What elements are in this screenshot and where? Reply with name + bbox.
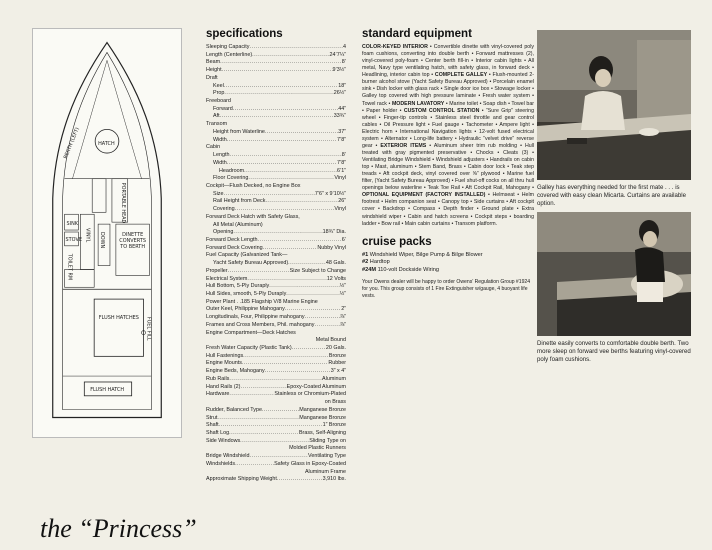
equipment-items: • Convertible dinette with vinyl-covered poly foam cushions, converting into double berth • Forward mattresses (2), vinyl-covered poly-foam • Center berth fill-in • Interior cabin lights • All metal, Navy type ventilating hatch, with safety glass, in forward deck • Headlining, interior cabin top •	[362, 44, 534, 79]
spec-value: ½”	[339, 283, 346, 290]
spec-label: Sleeping Capacity	[206, 44, 250, 50]
spec-leader-dots	[265, 368, 331, 376]
specifications-heading: specifications	[206, 28, 283, 40]
spec-value: Rubber	[328, 360, 346, 367]
label-sink: SINK	[66, 221, 79, 228]
spec-value: 7’8”	[337, 136, 346, 143]
spec-row	[206, 368, 346, 376]
label-dinette: DINETTE CONVERTS TO BERTH	[119, 232, 147, 250]
specifications-section	[206, 28, 346, 484]
spec-label: All Metal (Aluminum)	[213, 221, 263, 228]
spec-leader-dots	[240, 438, 309, 446]
label-portable-head: PORTABLE HEAD	[119, 182, 126, 224]
spec-label: Freeboard	[206, 98, 231, 105]
spec-value: 6’1”	[337, 167, 346, 174]
spec-label: Headroom	[219, 167, 245, 174]
spec-label: Fuel Capacity (Galvanized Tank—	[206, 252, 288, 259]
label-vinyl-left: VINYL	[84, 228, 91, 243]
spec-value: ½”	[339, 291, 346, 297]
cruise-pack-text: 110-volt Dockside Wiring	[377, 266, 440, 273]
spec-label: Prop	[213, 90, 225, 97]
spec-label: Yacht Safety Bureau Approved)	[213, 260, 289, 267]
spec-value: 18¾” Dia.	[322, 229, 346, 236]
spec-label: Rail Height from Deck	[213, 198, 266, 205]
spec-row	[206, 183, 346, 191]
spec-row	[206, 476, 346, 484]
spec-leader-dots	[229, 391, 274, 399]
cruise-pack-code: #2	[362, 259, 369, 266]
label-fuel-fill: FUEL FILL	[145, 316, 152, 341]
spec-label: Frames and Cross Members, Phil. mahogany	[206, 321, 315, 328]
spec-leader-dots	[286, 291, 339, 299]
spec-leader-dots	[262, 407, 299, 415]
spec-value: Vinyl	[334, 206, 346, 213]
spec-label: Windshields	[206, 460, 236, 467]
spec-value: 33¾”	[333, 113, 346, 120]
spec-label: Engine Mounts	[206, 360, 242, 367]
spec-row	[206, 391, 346, 399]
equipment-category: CUSTOM CONTROL STATION	[403, 107, 480, 114]
spec-leader-dots	[277, 476, 323, 484]
galley-photo-image	[537, 30, 691, 180]
spec-label: Length (Centerline)	[206, 51, 253, 58]
spec-label: Cockpit—Flush Decked, no Engine Box	[206, 182, 301, 189]
spec-label: Height from Waterline	[213, 128, 265, 135]
spec-row	[206, 384, 346, 392]
spec-label: Transom	[206, 121, 228, 128]
spec-row	[206, 299, 346, 307]
spec-leader-dots	[244, 168, 337, 176]
spec-leader-dots	[314, 322, 339, 330]
spec-row	[206, 276, 346, 284]
spec-leader-dots	[243, 353, 329, 361]
spec-row	[206, 222, 346, 230]
spec-value: 8’	[341, 152, 346, 159]
spec-leader-dots	[305, 314, 340, 322]
spec-row	[206, 144, 346, 152]
spec-label: Height	[206, 67, 222, 74]
spec-row	[206, 453, 346, 461]
spec-label: Hardware	[206, 391, 230, 398]
spec-value: ⅞”	[339, 314, 346, 321]
label-stove: STOVE	[65, 236, 82, 243]
spec-row	[206, 353, 346, 361]
spec-value: 4	[343, 44, 346, 50]
spec-row	[206, 168, 346, 176]
spec-leader-dots	[227, 160, 337, 168]
spec-leader-dots	[220, 59, 342, 67]
label-berths: BERTH (LEFT)	[62, 126, 81, 160]
spec-label: Propeller	[206, 267, 228, 274]
cruise-packs-heading: cruise packs	[362, 235, 432, 248]
spec-row	[206, 206, 346, 214]
spec-label: Forward	[213, 105, 233, 112]
spec-row	[206, 98, 346, 106]
spec-value: 7’6” x 9’10½”	[314, 190, 346, 197]
spec-value: Brass, Self-Aligning	[298, 429, 346, 436]
spec-leader-dots	[230, 152, 342, 160]
spec-leader-dots	[288, 260, 326, 268]
equipment-category: EXTERIOR ITEMS	[380, 142, 427, 149]
spec-value: Size Subject to Change	[289, 267, 346, 274]
spec-row	[206, 229, 346, 237]
spec-label: Strut	[206, 414, 218, 421]
cruise-pack-text: Hardtop	[369, 259, 390, 266]
spec-label: Rub Rails	[206, 375, 230, 382]
spec-label: Hull Sides, smooth, 5-Ply Duraply	[206, 291, 287, 297]
spec-value: Molded Plastic Runners	[289, 445, 346, 452]
spec-label: Draft	[206, 74, 218, 81]
spec-leader-dots	[258, 237, 342, 245]
spec-row	[206, 252, 346, 260]
spec-value: 3,910 lbs.	[322, 476, 346, 483]
equipment-heading: standard equipment	[362, 28, 472, 40]
spec-leader-dots	[248, 175, 334, 183]
spec-value: Safety Glass in Epoxy-Coated	[274, 460, 346, 467]
spec-value: Metal Bound	[315, 337, 346, 344]
spec-label: Beam	[206, 59, 221, 66]
spec-row	[206, 137, 346, 145]
cruise-packs-note: Your Owens dealer will be happy to order Owens’ Regulation Group #1924 for you. This group consists of 1 Fire Extinguisher w/gauge, 4 buoyant life vests.	[362, 279, 531, 299]
spec-leader-dots	[249, 44, 343, 52]
spec-value: 26”	[338, 198, 346, 205]
spec-leader-dots	[224, 83, 338, 91]
spec-leader-dots	[265, 198, 338, 206]
spec-row	[206, 415, 346, 423]
spec-row	[206, 75, 346, 83]
spec-row	[206, 469, 346, 477]
spec-label: Longitudinals, Four, Philippine mahogany	[206, 314, 305, 321]
spec-leader-dots	[265, 129, 338, 137]
cruise-pack-item	[362, 252, 534, 260]
label-toilet-rm: TOILET RM	[66, 253, 73, 281]
spec-row	[206, 44, 346, 52]
spec-value: 44”	[338, 105, 346, 112]
spec-row	[206, 67, 346, 75]
spec-row	[206, 314, 346, 322]
spec-row	[206, 152, 346, 160]
spec-leader-dots	[252, 52, 329, 60]
cruise-pack-code: #24M	[362, 266, 376, 273]
spec-label: Outer Keel, Philippine Mahogany	[206, 306, 285, 313]
model-title: the “Princess”	[40, 514, 197, 543]
spec-value: 3” x 4”	[330, 368, 346, 375]
spec-leader-dots	[247, 276, 326, 284]
spec-value: ⅞”	[339, 321, 346, 328]
equipment-items: • Helmseat • Helm footrest • Helm companion seat • Canopy top • Side curtains • Aft cockpit cover • Backdrop • Compass • Depth finder • Ground plate • Extra windshield wiper • Cabin and hatch screens • Cockpit steps • boarding ladder • Bow rail • Main cabin curtains • Transom platform.	[362, 192, 534, 227]
spec-row	[206, 106, 346, 114]
spec-label: Hand Rails (2)	[206, 383, 241, 390]
spec-row	[206, 330, 346, 338]
spec-label: Shaft Log	[206, 429, 230, 436]
spec-row	[206, 52, 346, 60]
spec-value: Aluminum	[322, 375, 346, 382]
spec-row	[206, 283, 346, 291]
spec-value: 12 Volts	[326, 275, 346, 282]
spec-leader-dots	[269, 283, 339, 291]
dinette-caption: Dinette easily converts to comfortable double berth. Two more sleep on forward vee berths featuring vinyl-covered poly foam cushions.	[537, 340, 691, 363]
spec-leader-dots	[229, 376, 322, 384]
label-flush-hatch: FLUSH HATCH	[90, 386, 125, 393]
spec-value: 18”	[338, 82, 346, 89]
spec-value: Stainless or Chromium-Plated	[274, 391, 346, 398]
spec-leader-dots	[219, 422, 323, 430]
spec-label: Side Windows	[206, 437, 241, 444]
spec-leader-dots	[235, 461, 274, 469]
spec-value: Manganese Bronze	[299, 406, 346, 413]
spec-row	[206, 337, 346, 345]
spec-value: Ventilating Type	[308, 453, 346, 460]
spec-label: Width	[213, 159, 227, 166]
cruise-pack-item	[362, 259, 534, 267]
spec-label: Aft	[213, 113, 220, 120]
spec-row	[206, 422, 346, 430]
spec-row	[206, 376, 346, 384]
spec-label: Cabin	[206, 144, 221, 151]
cruise-packs-section	[362, 236, 534, 300]
spec-label: Width	[213, 136, 227, 143]
spec-leader-dots	[217, 415, 299, 423]
galley-photo	[537, 30, 691, 180]
equipment-items: • Aluminum sheer trim rub molding • Hull treated with gray pigmented preservative • Chocks • Cleats (3) • Ventilating Bridge Windshield • Windshield adjusters • Handrails on cabin top • Mast, aluminum • Stem Band, Brass • Cabin door lock • Teak step treads • Aft cockpit deck, vinyl covered over ⅝” plywood • Marine fuel filter, (Yacht Safety Bureau Approved) • Fuel shut-off cocks on all thru hull openings below waterline • Teak Toe Rail • Aft Cockpit Rail, Mahogany •	[362, 142, 535, 192]
spec-row	[206, 83, 346, 91]
spec-label: Power Plant . .185 Flagship V/8 Marine Engine	[206, 298, 318, 305]
spec-leader-dots	[233, 106, 338, 114]
cruise-pack-item	[362, 267, 534, 275]
spec-label: Hull Bottom, 5-Ply Duraply	[206, 283, 270, 290]
spec-value: 8’	[341, 59, 346, 66]
spec-row	[206, 322, 346, 330]
spec-value: 20 Gals.	[325, 345, 346, 352]
cruise-packs-list	[362, 252, 534, 275]
spec-value: 9’3½”	[332, 67, 346, 74]
spec-leader-dots	[242, 360, 328, 368]
deck-plan-drawing	[33, 29, 181, 437]
spec-leader-dots	[240, 384, 286, 392]
equipment-paragraph	[362, 44, 534, 228]
spec-leader-dots	[285, 306, 341, 314]
spec-leader-dots	[220, 113, 334, 121]
spec-value: on Brass	[324, 399, 346, 406]
spec-value: Epoxy-Coated Aluminum	[286, 383, 346, 390]
spec-row	[206, 345, 346, 353]
spec-leader-dots	[227, 137, 337, 145]
dinette-photo	[537, 212, 691, 336]
spec-leader-dots	[263, 245, 318, 253]
equipment-category: COLOR-KEYED INTERIOR	[362, 44, 428, 50]
spec-leader-dots	[235, 206, 335, 214]
spec-row	[206, 59, 346, 67]
equipment-items: • Marine toilet • Soap dish • Towel bar • Paper holder •	[362, 100, 534, 114]
equipment-items: • Flush-mounted 2-burner alcohol stove (Yacht Safety Bureau Approved) • Porcelain enamel sink • Dish locker with glass rack • Single door ice box • Stowage locker • Galley top covered with high pressure laminate • Fresh water system • Towel rack •	[362, 72, 535, 107]
spec-value: Vinyl	[334, 175, 346, 182]
spec-label: Shaft	[206, 422, 219, 429]
spec-row	[206, 191, 346, 199]
spec-leader-dots	[233, 229, 322, 237]
cruise-pack-text: Windshield Wiper, Bilge Pump & Bilge Blower	[369, 251, 483, 258]
equipment-items: • “Sure Grip” steering wheel • Finger-tip controls • Stainless steel throttle and gear control cables • Oil Pressure light • Fuel gauge • Tachometer • Ampere light • Electric horn • International Navigation lights • 12-volt fused electrical system • Alternator • Long-life battery • Hydraulic “velvet drive” reverse gear •	[362, 107, 534, 149]
spec-row	[206, 360, 346, 368]
label-flush-hatches: FLUSH HATCHES	[98, 314, 139, 321]
spec-label: Fresh Water Capacity (Plastic Tank)	[206, 345, 292, 352]
spec-label: Opening	[213, 229, 234, 236]
galley-caption: Galley has everything needed for the first mate . . . is covered with easy clean Micarta. Curtains are available option.	[537, 184, 687, 207]
spec-value: 2”	[341, 306, 346, 313]
spec-label: Approximate Shipping Weight	[206, 476, 277, 483]
spec-value: Aluminum Frame	[304, 468, 346, 475]
spec-row	[206, 438, 346, 446]
spec-row	[206, 129, 346, 137]
spec-value: 24’7¼”	[329, 51, 346, 58]
spec-label: Rudder, Balanced Type	[206, 406, 262, 413]
spec-row	[206, 198, 346, 206]
spec-label: Length	[213, 152, 230, 159]
spec-row	[206, 306, 346, 314]
spec-value: Nubby Vinyl	[317, 244, 346, 251]
spec-value: 48 Gals.	[325, 260, 346, 267]
dinette-photo-image	[537, 212, 691, 336]
spec-row	[206, 260, 346, 268]
spec-label: Size	[213, 190, 224, 197]
label-hatch: HATCH	[98, 141, 115, 148]
spec-row	[206, 291, 346, 299]
spec-label: Forward Deck Covering	[206, 244, 263, 251]
spec-leader-dots	[249, 453, 308, 461]
left-column	[22, 24, 197, 543]
spec-row	[206, 214, 346, 222]
spec-row	[206, 445, 346, 453]
spec-value: 26½”	[333, 90, 346, 97]
spec-row	[206, 237, 346, 245]
spec-row	[206, 461, 346, 469]
equipment-category: COMPLETE GALLEY	[434, 72, 488, 79]
spec-row	[206, 407, 346, 415]
spec-leader-dots	[224, 90, 333, 98]
spec-label: Keel	[213, 82, 224, 89]
spec-leader-dots	[224, 191, 315, 199]
equipment-category: OPTIONAL EQUIPMENT (FACTORY INSTALLED)	[362, 192, 486, 199]
spec-value: 37”	[338, 128, 346, 135]
deck-plan	[32, 28, 182, 438]
spec-row	[206, 430, 346, 438]
spec-label: Engine Beds, Mahogany	[206, 368, 265, 375]
spec-leader-dots	[292, 345, 326, 353]
cruise-pack-code: #1	[362, 251, 369, 258]
spec-value: Sliding Type on	[309, 437, 346, 444]
label-down: DOWN	[99, 232, 106, 249]
spec-label: Hull Fastenings	[206, 352, 244, 359]
photo-column	[537, 30, 691, 368]
spec-value: 6’	[341, 236, 346, 243]
spec-row	[206, 399, 346, 407]
spec-label: Floor Covering	[213, 175, 249, 182]
spec-value: Manganese Bronze	[299, 414, 346, 421]
equipment-section	[362, 28, 534, 299]
spec-row	[206, 175, 346, 183]
spec-row	[206, 160, 346, 168]
spec-label: Covering	[213, 206, 235, 213]
spec-label: Bridge Windshield	[206, 453, 250, 460]
spec-value: 1” Bronze	[322, 422, 346, 429]
spec-leader-dots	[229, 430, 299, 438]
spec-label: Forward Deck Hatch with Safety Glass,	[206, 213, 300, 220]
spec-row	[206, 113, 346, 121]
spec-leader-dots	[228, 268, 290, 276]
spec-value: 7’8”	[337, 159, 346, 166]
spec-row	[206, 90, 346, 98]
equipment-category: MODERN LAVATORY	[391, 100, 445, 107]
spec-label: Electrical System	[206, 275, 248, 282]
spec-row	[206, 245, 346, 253]
spec-label: Forward Deck Length	[206, 236, 258, 243]
spec-label: Engine Compartment—Deck Hatches	[206, 329, 296, 336]
specifications-list	[206, 44, 346, 484]
spec-value: Bronze	[328, 352, 346, 359]
spec-row	[206, 268, 346, 276]
spec-leader-dots	[222, 67, 333, 75]
spec-row	[206, 121, 346, 129]
